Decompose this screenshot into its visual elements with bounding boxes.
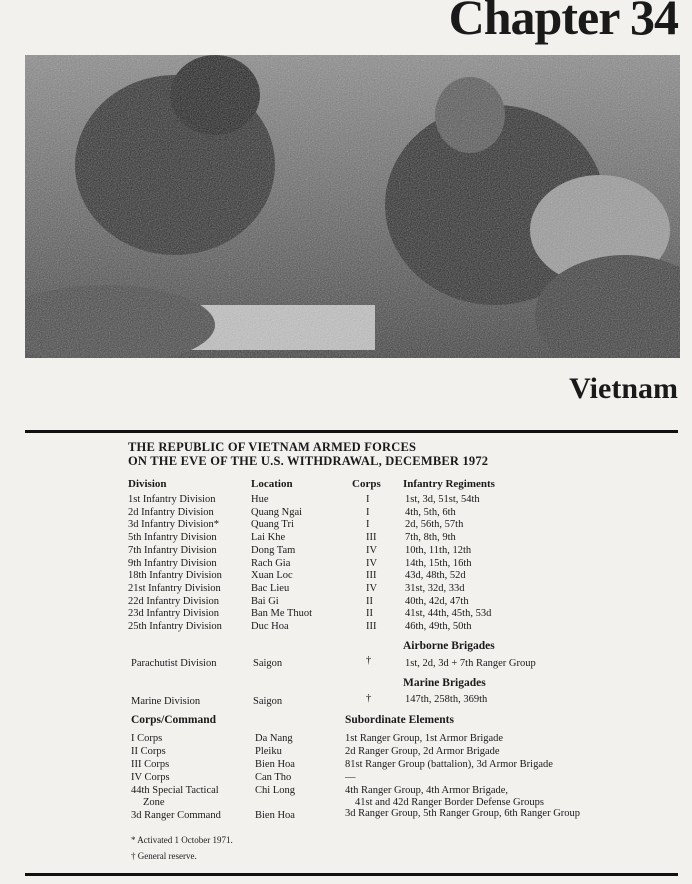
command-elements: 1st Ranger Group, 1st Armor Brigade	[345, 733, 504, 744]
header-corps: Corps	[352, 478, 381, 490]
command-name: 3d Ranger Command	[131, 810, 221, 821]
division-name: 21st Infantry Division	[128, 582, 221, 594]
marine-division-brigades: 147th, 258th, 369th	[405, 694, 488, 705]
country-title: Vietnam	[569, 372, 678, 405]
command-name: III Corps	[131, 759, 170, 770]
command-location: Pleiku	[255, 746, 282, 757]
division-regiments: 43d, 48th, 52d	[405, 570, 466, 582]
division-corps: I	[366, 506, 370, 518]
divider-bottom	[25, 873, 678, 876]
division-regiments: 7th, 8th, 9th	[405, 532, 456, 544]
command-name-cont: Zone	[143, 797, 165, 808]
command-elements: 81st Ranger Group (battalion), 3d Armor Brigade	[345, 759, 553, 770]
division-corps: II	[366, 608, 373, 620]
division-regiments: 1st, 3d, 51st, 54th	[405, 494, 480, 505]
division-regiments: 14th, 15th, 16th	[405, 557, 472, 569]
command-location: Chi Long	[255, 785, 295, 796]
airborne-division-brigades: 1st, 2d, 3d + 7th Ranger Group	[405, 658, 536, 669]
division-location: Quang Ngai	[251, 506, 303, 518]
division-regiments: 41st, 44th, 45th, 53d	[405, 608, 492, 620]
division-location: Dong Tam	[251, 544, 296, 556]
division-location: Lai Khe	[251, 532, 286, 544]
airborne-division-location: Saigon	[253, 658, 283, 669]
table-title-line1: THE REPUBLIC OF VIETNAM ARMED FORCES	[128, 440, 417, 454]
command-name: I Corps	[131, 733, 163, 744]
division-location: Bac Lieu	[251, 582, 290, 594]
header-division: Division	[128, 478, 167, 490]
airborne-division-name: Parachutist Division	[131, 658, 217, 669]
header-regiments: Infantry Regiments	[403, 478, 495, 490]
division-location: Duc Hoa	[251, 621, 289, 632]
division-location: Bai Gi	[251, 595, 279, 607]
division-location: Quang Tri	[251, 519, 294, 531]
command-elements-cont: 41st and 42d Ranger Border Defense Groups	[355, 797, 544, 808]
division-name: 18th Infantry Division	[128, 570, 222, 582]
division-corps: IV	[366, 557, 378, 569]
division-name: 22d Infantry Division	[128, 595, 219, 607]
command-elements: 3d Ranger Group, 5th Ranger Group, 6th Ranger Group	[345, 808, 581, 819]
chapter-heading: Chapter 34	[448, 0, 678, 45]
airborne-header: Airborne Brigades	[403, 640, 495, 652]
command-location: Can Tho	[255, 772, 292, 783]
command-location: Da Nang	[255, 733, 293, 744]
division-regiments: 4th, 5th, 6th	[405, 506, 456, 518]
division-regiments: 46th, 49th, 50th	[405, 621, 472, 632]
command-elements: 4th Ranger Group, 4th Armor Brigade,	[345, 785, 509, 796]
division-corps: IV	[366, 544, 378, 556]
division-regiments: 31st, 32d, 33d	[405, 582, 465, 594]
footnote-reserve: † General reserve.	[131, 851, 197, 861]
division-name: 1st Infantry Division	[128, 494, 216, 505]
division-location: Xuan Loc	[251, 570, 293, 582]
division-name: 25th Infantry Division	[128, 621, 222, 632]
command-name: 44th Special Tactical	[131, 785, 219, 796]
marine-division-name: Marine Division	[131, 696, 201, 707]
footnote-activated: * Activated 1 October 1971.	[131, 835, 233, 845]
division-corps: I	[366, 494, 370, 505]
marine-division-location: Saigon	[253, 696, 283, 707]
division-corps: II	[366, 595, 373, 607]
airborne-division-corps: †	[366, 655, 372, 666]
command-location: Bien Hoa	[255, 759, 295, 770]
division-location: Ban Me Thuot	[251, 608, 313, 620]
divider-top	[25, 430, 678, 433]
division-location: Hue	[251, 494, 269, 505]
division-name: 7th Infantry Division	[128, 544, 217, 556]
division-name: 5th Infantry Division	[128, 532, 217, 544]
division-name: 9th Infantry Division	[128, 557, 217, 569]
division-corps: III	[366, 570, 377, 582]
division-name: 23d Infantry Division	[128, 608, 219, 620]
command-name: II Corps	[131, 746, 166, 757]
subordinate-header: Subordinate Elements	[345, 714, 454, 726]
division-corps: IV	[366, 582, 378, 594]
division-regiments: 40th, 42d, 47th	[405, 595, 469, 607]
division-regiments: 10th, 11th, 12th	[405, 544, 472, 556]
command-name: IV Corps	[131, 772, 170, 783]
marine-header: Marine Brigades	[403, 677, 486, 689]
header-location: Location	[251, 478, 293, 490]
command-location: Bien Hoa	[255, 810, 295, 821]
division-regiments: 2d, 56th, 57th	[405, 519, 464, 531]
division-name: 3d Infantry Division*	[128, 519, 219, 531]
table-title	[128, 440, 488, 468]
command-header: Corps/Command	[131, 714, 216, 726]
division-corps: III	[366, 621, 377, 632]
division-name: 2d Infantry Division	[128, 506, 214, 518]
division-corps: III	[366, 532, 377, 544]
marine-division-corps: †	[366, 693, 372, 704]
command-elements: 2d Ranger Group, 2d Armor Brigade	[345, 746, 500, 757]
command-elements: —	[345, 772, 356, 783]
photo-illustration	[25, 55, 680, 358]
division-location: Rach Gia	[251, 557, 291, 569]
soldiers-photo	[25, 55, 680, 358]
division-corps: I	[366, 519, 370, 531]
table-title-line2: ON THE EVE OF THE U.S. WITHDRAWAL, DECEMBER 1972	[128, 454, 489, 468]
